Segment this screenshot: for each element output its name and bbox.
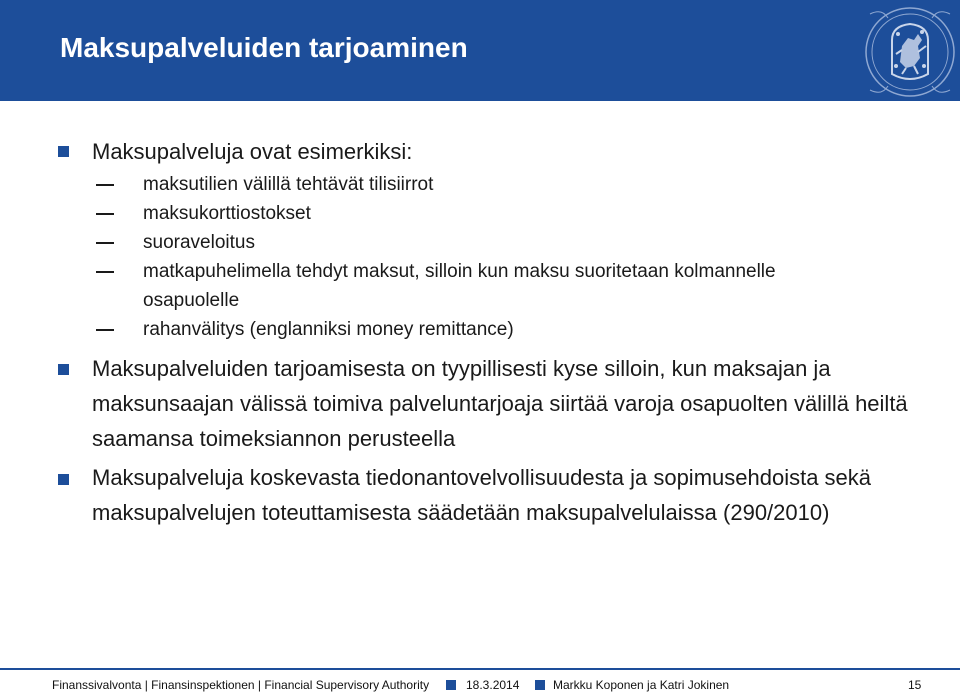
- dash-marker: [96, 242, 114, 244]
- dash-marker: [96, 329, 114, 331]
- dash-marker: [96, 213, 114, 215]
- slide-title: Maksupalveluiden tarjoaminen: [60, 32, 468, 63]
- bullet-text: Maksupalveluiden tarjoamisesta on tyypillisesti kyse silloin, kun maksajan ja maksunsaajan välissä toimiva palveluntarjoaja siirtää varoja osapuolten välillä heiltä saamansa toimeksiannon perusteella: [92, 356, 908, 451]
- footer-date: 18.3.2014: [466, 678, 520, 692]
- footer-authors: Markku Koponen ja Katri Jokinen: [553, 678, 730, 692]
- subitem-text: suoraveloitus: [143, 232, 255, 253]
- bullet-text: Maksupalveluja koskevasta tiedonantovelvollisuudesta ja sopimusehdoista sekä maksupalvelujen toteuttamisesta säädetään maksupalvelulaissa (290/2010): [92, 465, 872, 525]
- subitem-text: maksutilien välillä tehtävät tilisiirrot: [143, 174, 434, 195]
- footer-square-icon: [535, 680, 545, 690]
- dash-marker: [96, 184, 114, 186]
- subitem-text: rahanvälitys (englanniksi money remittance): [143, 319, 514, 340]
- subitem-text: maksukorttiostokset: [143, 203, 311, 224]
- footer-organization: Finanssivalvonta | Finansinspektionen | Financial Supervisory Authority: [52, 678, 430, 692]
- bullet-text: Maksupalveluja ovat esimerkiksi:: [92, 139, 413, 164]
- title-bar: [0, 0, 960, 101]
- footer: [0, 673, 960, 697]
- page-number: 15: [908, 678, 922, 692]
- subitem-text: matkapuhelimella tehdyt maksut, silloin kun maksu suoritetaan kolmannelle osapuolelle: [143, 261, 776, 311]
- dash-marker: [96, 271, 114, 273]
- bullet-marker: [58, 364, 69, 375]
- footer-divider: [0, 668, 960, 670]
- bullet-marker: [58, 146, 69, 157]
- finnish-lion-emblem-icon: [862, 4, 958, 100]
- footer-square-icon: [446, 680, 456, 690]
- bullet-marker: [58, 474, 69, 485]
